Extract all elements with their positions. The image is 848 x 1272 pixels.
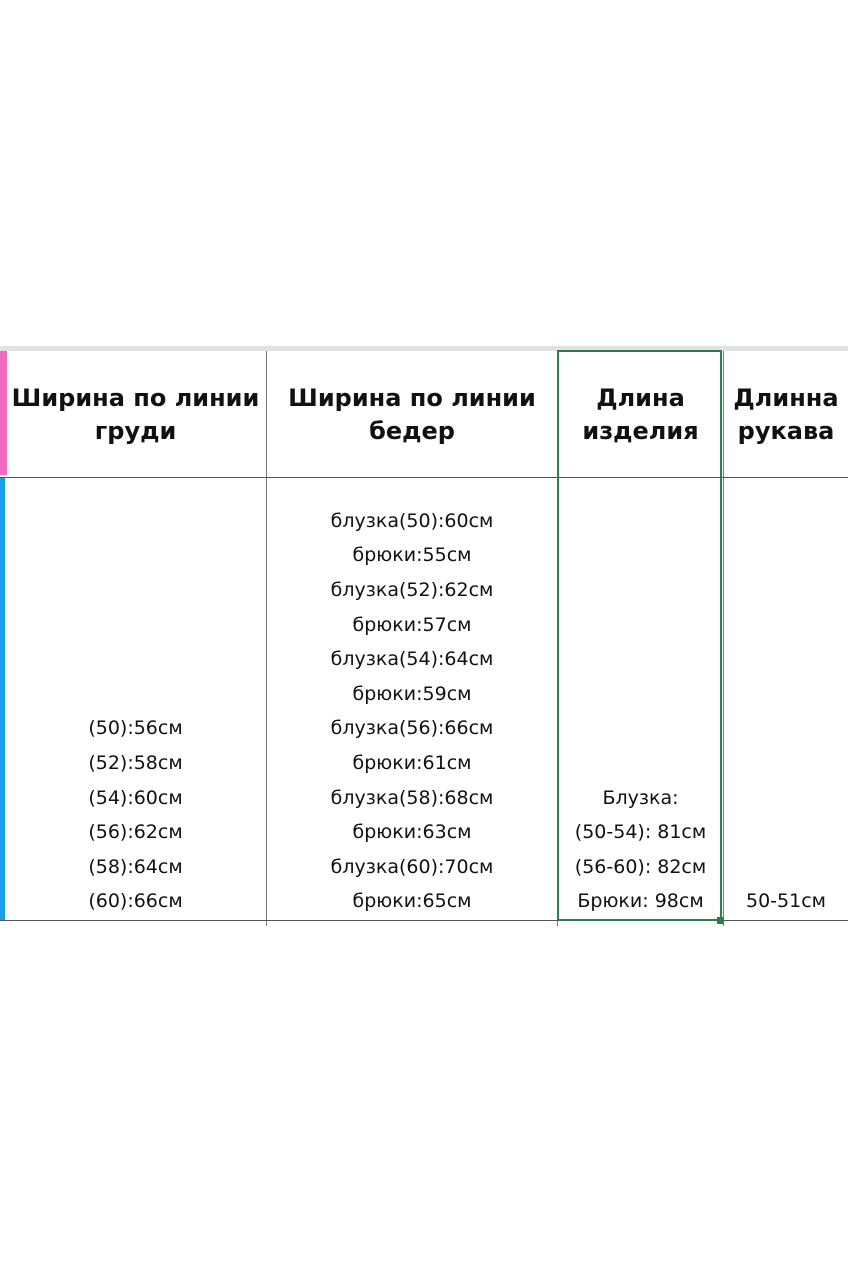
header-line: Ширина по линии — [11, 384, 260, 412]
cell-line: (50):56см — [88, 717, 183, 740]
header-chest-width[interactable] — [5, 351, 266, 479]
cell-line: 50-51см — [746, 890, 826, 913]
cell-line: блузка(52):62см — [330, 579, 494, 602]
cell-line: (50-54): 81см — [574, 821, 707, 844]
cell-line: (58):64см — [88, 855, 183, 878]
header-line: Длинна — [733, 384, 839, 412]
cell-line: блузка(56):66см — [330, 717, 494, 740]
cell-line: брюки:65см — [352, 890, 472, 913]
header-line: Ширина по линии — [288, 384, 536, 412]
cell-line: брюки:61см — [352, 752, 472, 775]
cell-line: блузка(50):60см — [330, 509, 494, 532]
header-sleeve-length[interactable] — [724, 351, 848, 479]
cell-line: (52):58см — [88, 752, 183, 775]
cell-chest-values[interactable] — [5, 477, 266, 919]
cell-line: Брюки: 98см — [577, 890, 704, 913]
cell-line: (60):66см — [88, 890, 183, 913]
cell-line: брюки:63см — [352, 821, 472, 844]
cell-line: блузка(54):64см — [330, 648, 494, 671]
header-hip-width[interactable] — [267, 351, 557, 479]
cell-line: брюки:57см — [352, 613, 472, 636]
header-line: Длина — [596, 384, 685, 412]
fill-handle[interactable] — [717, 917, 724, 924]
cell-line: Блузка: — [602, 786, 679, 809]
cell-line: блузка(60):70см — [330, 855, 494, 878]
cell-line: брюки:59см — [352, 682, 472, 705]
cell-line: (54):60см — [88, 786, 183, 809]
cell-hip-values[interactable] — [267, 477, 557, 919]
header-line: груди — [94, 417, 177, 445]
cell-line: (56-60): 82см — [574, 855, 707, 878]
header-line: бедер — [369, 417, 455, 445]
header-line: рукава — [737, 417, 835, 445]
selection-outline — [557, 350, 722, 921]
cell-line: блузка(58):68см — [330, 786, 494, 809]
cell-line: (56):62см — [88, 821, 183, 844]
cell-sleeve-values[interactable] — [724, 477, 848, 919]
cell-line: брюки:55см — [352, 544, 472, 567]
header-line: изделия — [582, 417, 699, 445]
spreadsheet-table — [0, 346, 848, 926]
